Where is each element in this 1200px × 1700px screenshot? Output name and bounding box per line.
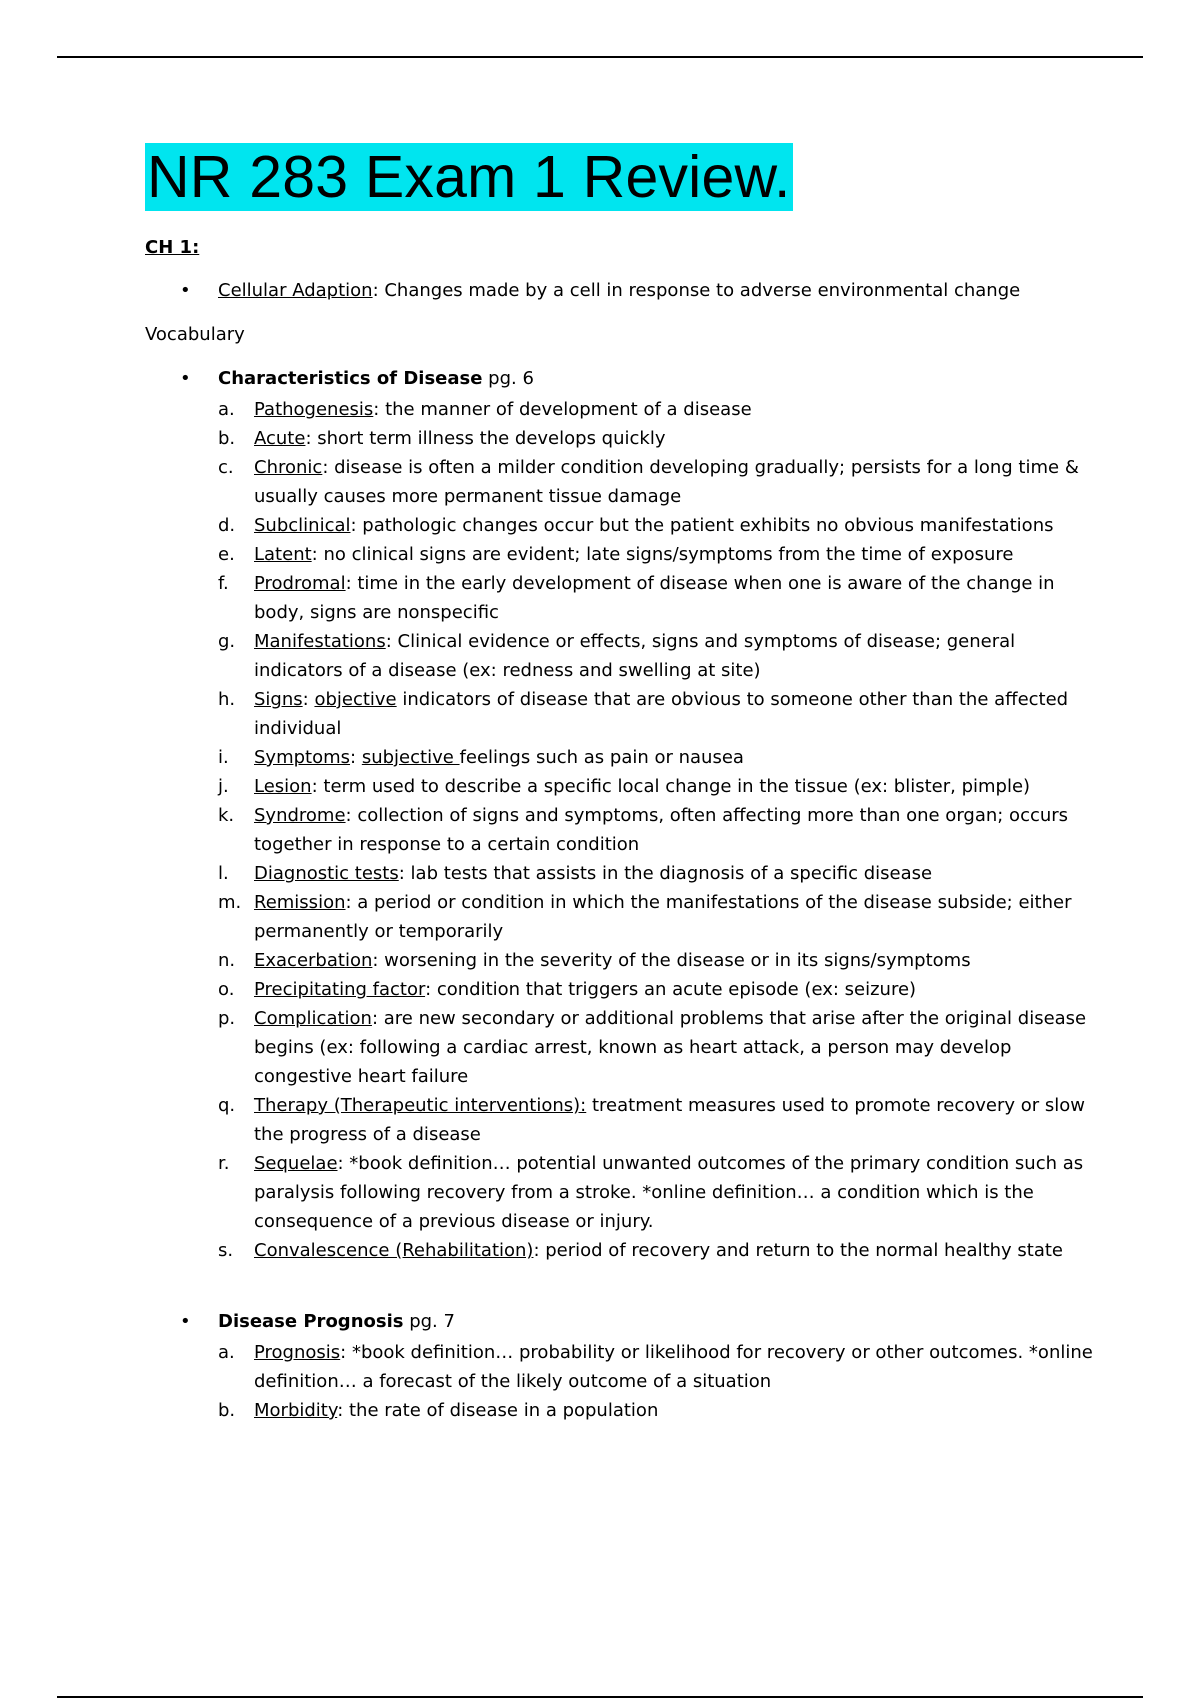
term-text: Symptoms bbox=[254, 747, 351, 768]
list-item bbox=[145, 540, 1095, 569]
section bbox=[145, 365, 1095, 1265]
list-item bbox=[145, 1338, 1095, 1396]
definition-text: : *book definition… potential unwanted outcomes of the primary condition such as paralysis following recovery from a stroke. *online definition… a condition which is the consequence of a previous disease or injury. bbox=[254, 1153, 1084, 1232]
definition-list bbox=[145, 1338, 1095, 1425]
bullet-icon: • bbox=[180, 368, 191, 389]
list-item bbox=[145, 801, 1095, 859]
vocabulary-label: Vocabulary bbox=[145, 324, 245, 345]
list-item bbox=[145, 1236, 1095, 1265]
list-marker: a. bbox=[218, 399, 235, 420]
bullet-icon: • bbox=[180, 1311, 191, 1332]
term-text: subjective bbox=[361, 747, 460, 768]
sections-container bbox=[145, 365, 1095, 1425]
bottom-rule bbox=[57, 1696, 1143, 1698]
list-item bbox=[145, 395, 1095, 424]
definition-text: : condition that triggers an acute episode (ex: seizure) bbox=[425, 979, 917, 1000]
list-marker: o. bbox=[218, 979, 235, 1000]
definition-text: : pathologic changes occur but the patient exhibits no obvious manifestations bbox=[350, 515, 1054, 536]
list-marker: c. bbox=[218, 457, 234, 478]
definition-text: : bbox=[350, 747, 362, 768]
section-title: Characteristics of Disease bbox=[218, 368, 483, 389]
definition-text: : disease is often a milder condition developing gradually; persists for a long time & usually causes more permanent tissue damage bbox=[254, 457, 1079, 507]
section-page-ref: pg. 6 bbox=[482, 368, 534, 389]
section-page-ref: pg. 7 bbox=[403, 1311, 455, 1332]
list-item bbox=[145, 424, 1095, 453]
list-item bbox=[145, 859, 1095, 888]
definition-text: : worsening in the severity of the disease or in its signs/symptoms bbox=[372, 950, 971, 971]
definition-text: treatment measures used to promote recovery or slow the progress of a disease bbox=[254, 1095, 1085, 1145]
term-text: Convalescence (Rehabilitation) bbox=[254, 1240, 534, 1261]
term-text: Morbidity bbox=[254, 1400, 338, 1421]
list-item bbox=[145, 975, 1095, 1004]
page-title: NR 283 Exam 1 Review. bbox=[147, 144, 791, 210]
list-item bbox=[145, 1149, 1095, 1236]
list-item bbox=[145, 743, 1095, 772]
definition-text: : no clinical signs are evident; late signs/symptoms from the time of exposure bbox=[311, 544, 1014, 565]
list-item bbox=[145, 946, 1095, 975]
section-heading bbox=[145, 1308, 1095, 1336]
cellular-text: : Changes made by a cell in response to adverse environmental change bbox=[372, 280, 1021, 301]
definition-text: indicators of disease that are obvious to someone other than the affected individual bbox=[254, 689, 1069, 739]
definition-text: : are new secondary or additional problems that arise after the original disease begins (ex: following a cardiac arrest, known as heart attack, a person may develop congestive heart failure bbox=[254, 1008, 1087, 1087]
list-marker: n. bbox=[218, 950, 236, 971]
term-text: Exacerbation bbox=[254, 950, 373, 971]
list-marker: p. bbox=[218, 1008, 236, 1029]
list-marker: j. bbox=[218, 776, 229, 797]
term-text: Diagnostic tests bbox=[254, 863, 399, 884]
term-text: Complication bbox=[254, 1008, 372, 1029]
list-item bbox=[145, 569, 1095, 627]
definition-text: : period of recovery and return to the normal healthy state bbox=[533, 1240, 1064, 1261]
list-item bbox=[145, 1396, 1095, 1425]
definition-text: : *book definition… probability or likelihood for recovery or other outcomes. *online definition… a forecast of the likely outcome of a situation bbox=[254, 1342, 1093, 1392]
cellular-adaption-bullet bbox=[145, 277, 1095, 305]
chapter-heading: CH 1: bbox=[145, 237, 200, 258]
definition-text: : lab tests that assists in the diagnosis of a specific disease bbox=[398, 863, 933, 884]
list-item bbox=[145, 888, 1095, 946]
list-marker: b. bbox=[218, 1400, 236, 1421]
list-marker: h. bbox=[218, 689, 236, 710]
list-item bbox=[145, 772, 1095, 801]
term-text: Precipitating factor bbox=[254, 979, 426, 1000]
term-text: Sequelae bbox=[254, 1153, 338, 1174]
top-rule bbox=[57, 56, 1143, 58]
definition-text: : bbox=[302, 689, 315, 710]
list-item bbox=[145, 511, 1095, 540]
list-marker: a. bbox=[218, 1342, 235, 1363]
list-marker: m. bbox=[218, 892, 242, 913]
section bbox=[145, 1308, 1095, 1425]
definition-text: : time in the early development of disease when one is aware of the change in body, signs are nonspecific bbox=[254, 573, 1055, 623]
term-text: Manifestations bbox=[254, 631, 386, 652]
bullet-icon: • bbox=[180, 280, 191, 301]
list-marker: f. bbox=[218, 573, 229, 594]
term-text: Signs bbox=[254, 689, 303, 710]
definition-text: : collection of signs and symptoms, often affecting more than one organ; occurs together in response to a certain condition bbox=[254, 805, 1069, 855]
term-text: Chronic bbox=[254, 457, 323, 478]
list-marker: b. bbox=[218, 428, 236, 449]
term-text: Prodromal bbox=[254, 573, 346, 594]
list-item bbox=[145, 685, 1095, 743]
list-marker: k. bbox=[218, 805, 235, 826]
definition-text: : term used to describe a specific local change in the tissue (ex: blister, pimple) bbox=[311, 776, 1031, 797]
list-marker: e. bbox=[218, 544, 235, 565]
list-item bbox=[145, 627, 1095, 685]
section-heading bbox=[145, 365, 1095, 393]
term-text: Therapy (Therapeutic interventions): bbox=[254, 1095, 587, 1116]
section-title: Disease Prognosis bbox=[218, 1311, 404, 1332]
list-item bbox=[145, 1004, 1095, 1091]
term-text: Lesion bbox=[254, 776, 312, 797]
list-marker: g. bbox=[218, 631, 236, 652]
term-text: Remission bbox=[254, 892, 346, 913]
term-text: Prognosis bbox=[254, 1342, 341, 1363]
list-marker: r. bbox=[218, 1153, 230, 1174]
document-body bbox=[145, 143, 1095, 1425]
term-text: objective bbox=[314, 689, 397, 710]
definition-text: : short term illness the develops quickly bbox=[305, 428, 666, 449]
definition-text: : a period or condition in which the manifestations of the disease subside; either permanently or temporarily bbox=[254, 892, 1072, 942]
list-marker: s. bbox=[218, 1240, 234, 1261]
definition-text: : the manner of development of a disease bbox=[373, 399, 752, 420]
term-text: Subclinical bbox=[254, 515, 351, 536]
list-marker: d. bbox=[218, 515, 236, 536]
term-text: Syndrome bbox=[254, 805, 346, 826]
definition-text: : Clinical evidence or effects, signs and symptoms of disease; general indicators of a disease (ex: redness and swelling at site) bbox=[254, 631, 1016, 681]
definition-text: feelings such as pain or nausea bbox=[459, 747, 744, 768]
list-item bbox=[145, 1091, 1095, 1149]
cellular-term: Cellular Adaption bbox=[218, 280, 373, 301]
term-text: Acute bbox=[254, 428, 306, 449]
list-marker: q. bbox=[218, 1095, 236, 1116]
term-text: Pathogenesis bbox=[254, 399, 374, 420]
list-item bbox=[145, 453, 1095, 511]
definition-list bbox=[145, 395, 1095, 1265]
list-marker: i. bbox=[218, 747, 229, 768]
term-text: Latent bbox=[254, 544, 312, 565]
definition-text: : the rate of disease in a population bbox=[337, 1400, 659, 1421]
list-marker: l. bbox=[218, 863, 229, 884]
